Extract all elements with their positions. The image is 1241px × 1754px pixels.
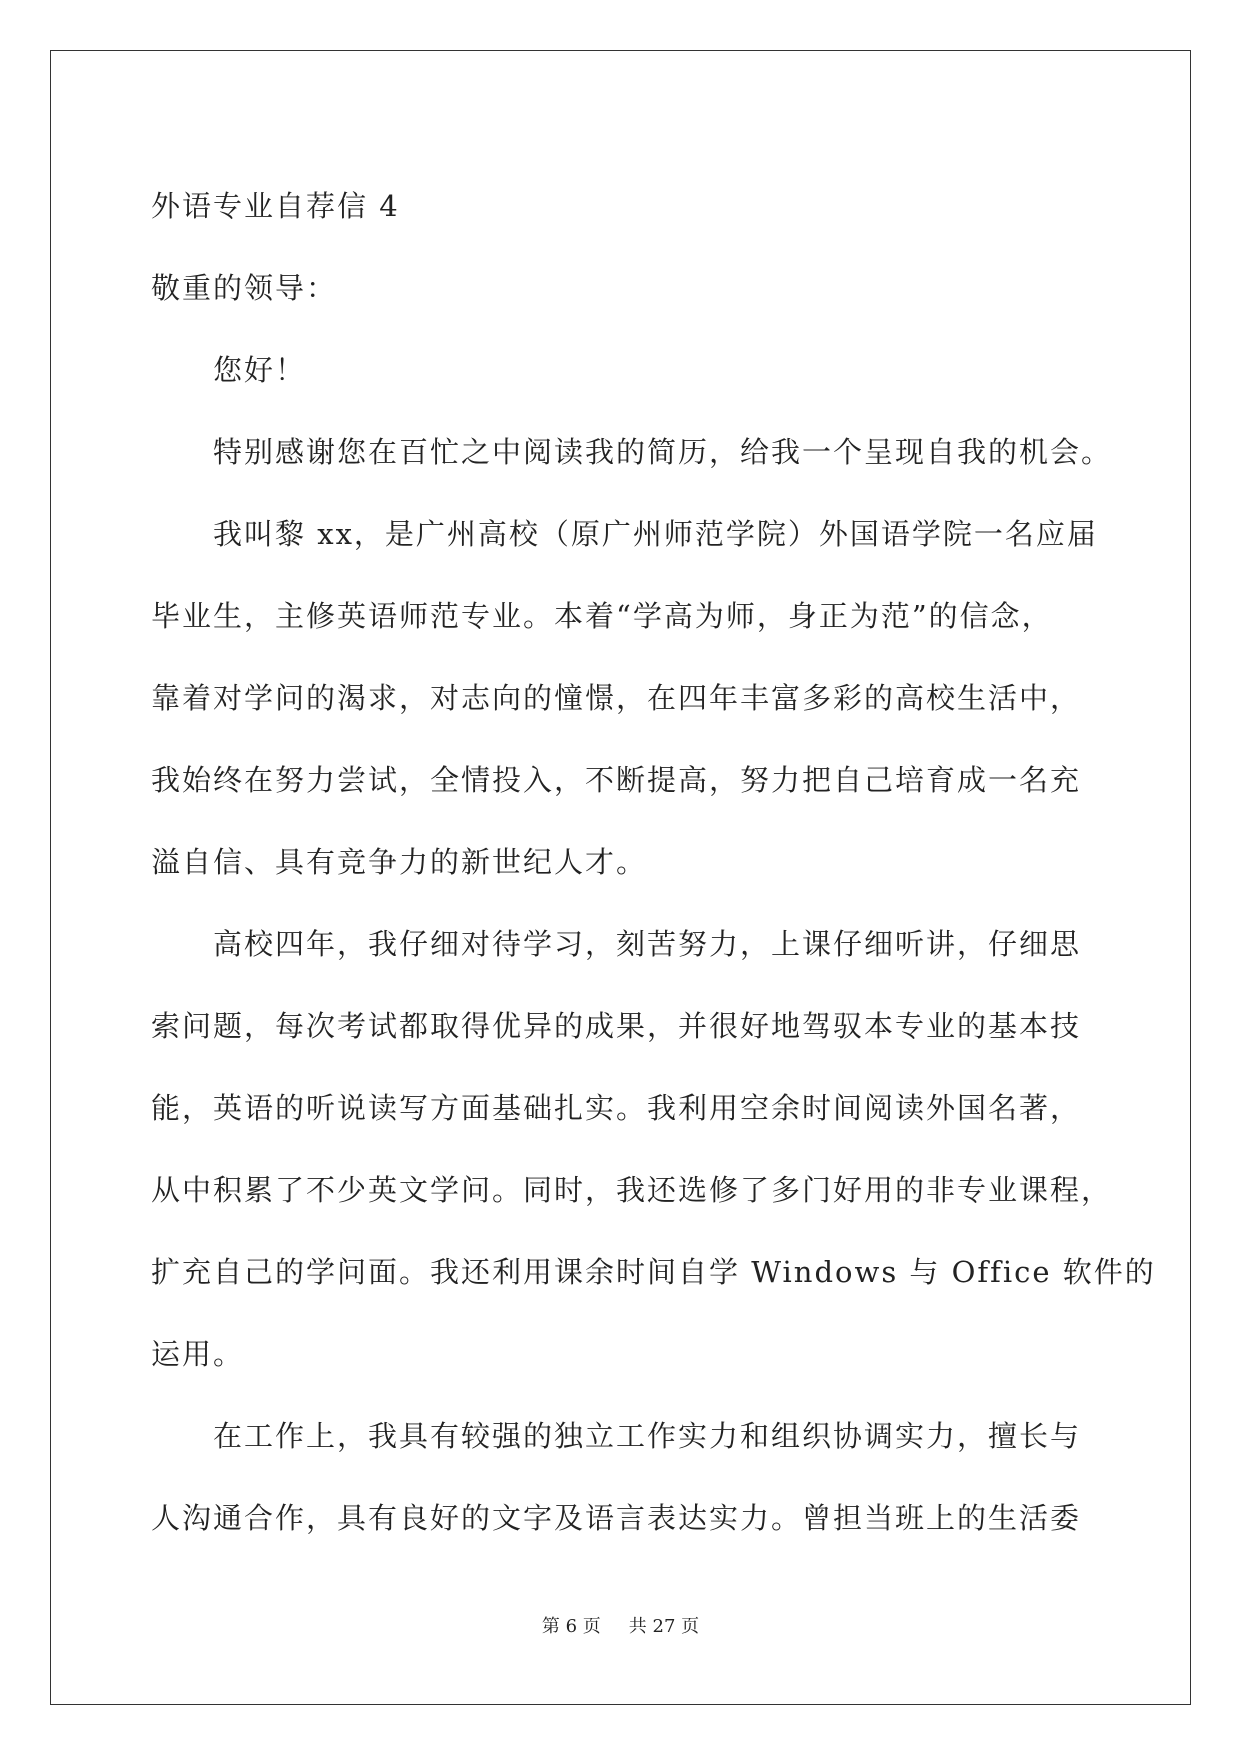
text-line: 在工作上，我具有较强的独立工作实力和组织协调实力，擅长与 <box>213 1419 1082 1453</box>
text-line: 能，英语的听说读写方面基础扎实。我利用空余时间阅读外国名著， <box>151 1091 1082 1125</box>
page-number: 第 6 页 <box>541 1616 601 1637</box>
letter-body <box>151 411 1156 1559</box>
text-line: 靠着对学问的渴求，对志向的憧憬，在四年丰富多彩的高校生活中， <box>151 681 1082 715</box>
text-line: 扩充自己的学问面。我还利用课余时间自学 Windows 与 Office 软件的 <box>151 1255 1156 1289</box>
text-line: 溢自信、具有竞争力的新世纪人才。 <box>151 845 648 879</box>
text-line: 我始终在努力尝试，全情投入，不断提高，努力把自己培育成一名充 <box>151 763 1082 797</box>
text-line: 高校四年，我仔细对待学习，刻苦努力，上课仔细听讲，仔细思 <box>213 927 1082 961</box>
text-line: 索问题，每次考试都取得优异的成果，并很好地驾驭本专业的基本技 <box>151 1009 1082 1043</box>
text-line: 特别感谢您在百忙之中阅读我的简历，给我一个呈现自我的机会。 <box>213 435 1113 469</box>
text-line: 从中积累了不少英文学问。同时，我还选修了多门好用的非专业课程， <box>151 1173 1113 1207</box>
text-line: 我叫黎 xx，是广州高校（原广州师范学院）外国语学院一名应届 <box>213 517 1098 551</box>
page-total: 共 27 页 <box>628 1616 700 1637</box>
salutation: 敬重的领导： <box>151 271 338 305</box>
document-body <box>151 165 1156 1559</box>
greeting: 您好！ <box>213 353 307 387</box>
page-footer <box>0 1612 1241 1638</box>
text-line: 运用。 <box>151 1337 245 1371</box>
document-title: 外语专业自荐信 4 <box>151 189 400 223</box>
text-line: 毕业生，主修英语师范专业。本着“学高为师，身正为范”的信念， <box>151 599 1053 633</box>
text-line: 人沟通合作，具有良好的文字及语言表达实力。曾担当班上的生活委 <box>151 1501 1082 1535</box>
